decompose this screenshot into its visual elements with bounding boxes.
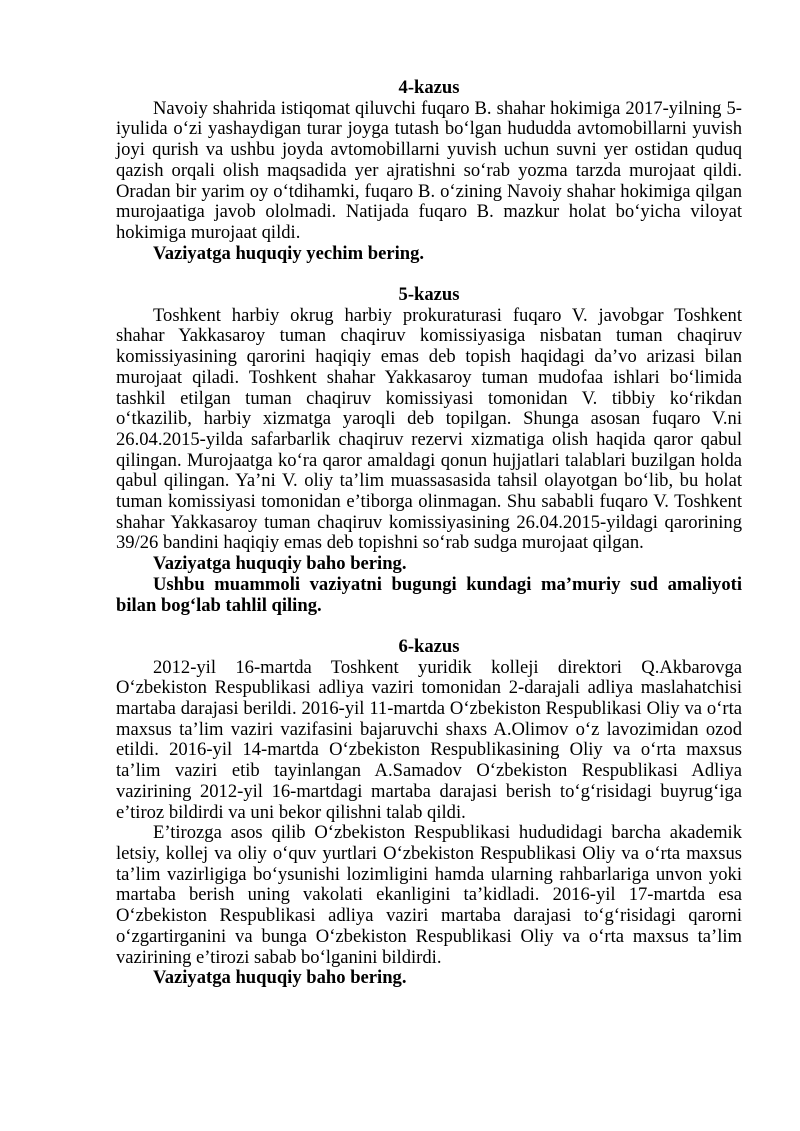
case-6-paragraph-2: E’tirozga asos qilib O‘zbekiston Respublikasi hududidagi barcha akademik letsiy, kollej va oliy o‘quv yurtlari O‘zbekiston Respublikasi Oliy va o‘rta maxsus ta’lim vazirligiga bo‘ysunishi lozimligini hamda ularning rahbarlariga unvon yoki martaba berish uning vakolati ekanligini ta’kidladi. 2016-yil 17-martda esa O‘zbekiston Respublikasi adliya vaziri martaba darajasi to‘g‘risidagi qarorni o‘zgartirganini va bunga O‘zbekiston Respublikasi Oliy va o‘rta maxsus ta’lim vazirining e’tirozi sabab bo‘lganini bildirdi. — [116, 822, 742, 968]
section-gap — [116, 616, 742, 637]
case-4-task: Vaziyatga huquqiy yechim bering. — [153, 242, 425, 264]
case-4 — [116, 78, 742, 264]
case-5-paragraph: Toshkent harbiy okrug harbiy prokuraturasi fuqaro V. javobgar Toshkent shahar Yakkasaroy tuman chaqiruv komissiyasiga nisbatan tuman chaqiruv komissiyasining qarorini haqiqiy emas deb topish haqidagi da’vo arizasi bilan murojaat qiladi. Toshkent shahar Yakkasaroy tuman mudofaa ishlari bo‘limida tashkil etilgan tuman chaqiruv komissiyasi tomonidan V. tibbiy ko‘rikdan o‘tkazilib, harbiy xizmatga yaroqli deb topilgan. Shunga asosan fuqaro V.ni 26.04.2015-yilda safarbarlik chaqiruv rezervi xizmatiga olish haqida qaror qabul qilingan. Murojaatga ko‘ra qaror amaldagi qonun hujjatlari talablari buzilgan holda qabul qilingan. Ya’ni V. oliy ta’lim muassasasida tahsil olayotgan bo‘lib, bu holat tuman komissiyasi tomonidan e’tiborga olinmagan. Shu sababli fuqaro V. Toshkent shahar Yakkasaroy tuman chaqiruv komissiyasining 26.04.2015-yildagi qarorining 39/26 bandini haqiqiy emas deb topishni so‘rab sudga murojaat qilgan. — [116, 304, 742, 554]
case-6-paragraph-1: 2012-yil 16-martda Toshkent yuridik kolleji direktori Q.Akbarovga O‘zbekiston Respublikasi adliya vaziri tomonidan 2-darajali adliya maslahatchisi martaba darajasi berildi. 2016-yil 11-martda O‘zbekiston Respublikasi Oliy va o‘rta maxsus ta’lim vaziri vazifasini bajaruvchi shaxs A.Olimov o‘z lavozimidan ozod etildi. 2016-yil 14-martda O‘zbekiston Respublikasining Oliy va o‘rta maxsus ta’lim vaziri etib tayinlangan A.Samadov O‘zbekiston Respublikasi Adliya vazirining 2012-yil 16-martdagi martaba darajasi berish to‘g‘risidagi buyrug‘iga e’tiroz bildirdi va uni bekor qilishni talab qildi. — [116, 656, 742, 823]
case-5-title: 5-kazus — [398, 284, 460, 306]
case-5-task-1: Vaziyatga huquqiy baho bering. — [153, 553, 407, 575]
case-6-title: 6-kazus — [398, 635, 460, 657]
case-6 — [116, 637, 742, 989]
document-page — [116, 78, 742, 989]
case-6-task: Vaziyatga huquqiy baho bering. — [153, 967, 407, 989]
case-5 — [116, 285, 742, 616]
case-4-title: 4-kazus — [398, 77, 460, 98]
case-5-task-2: Ushbu muammoli vaziyatni bugungi kundagi ma’muriy sud amaliyoti bilan bog‘lab tahlil qiling. — [116, 573, 742, 616]
case-4-paragraph: Navoiy shahrida istiqomat qiluvchi fuqaro B. shahar hokimiga 2017-yilning 5-iyulida o‘zi yashaydigan turar joyga tutash bo‘lgan hududda avtomobillarni yuvish joyi qurish va ushbu joyda avtomobillarni yuvish uchun suvni yer ostidan quduq qazish orqali olish maqsadida yer ajratishni so‘rab yozma tarzda murojaat qildi. Oradan bir yarim oy o‘tdihamki, fuqaro B. o‘zining Navoiy shahar hokimiga qilgan murojaatiga javob ololmadi. Natijada fuqaro B. mazkur holat bo‘yicha viloyat hokimiga murojaat qildi. — [116, 97, 742, 243]
section-gap — [116, 264, 742, 285]
